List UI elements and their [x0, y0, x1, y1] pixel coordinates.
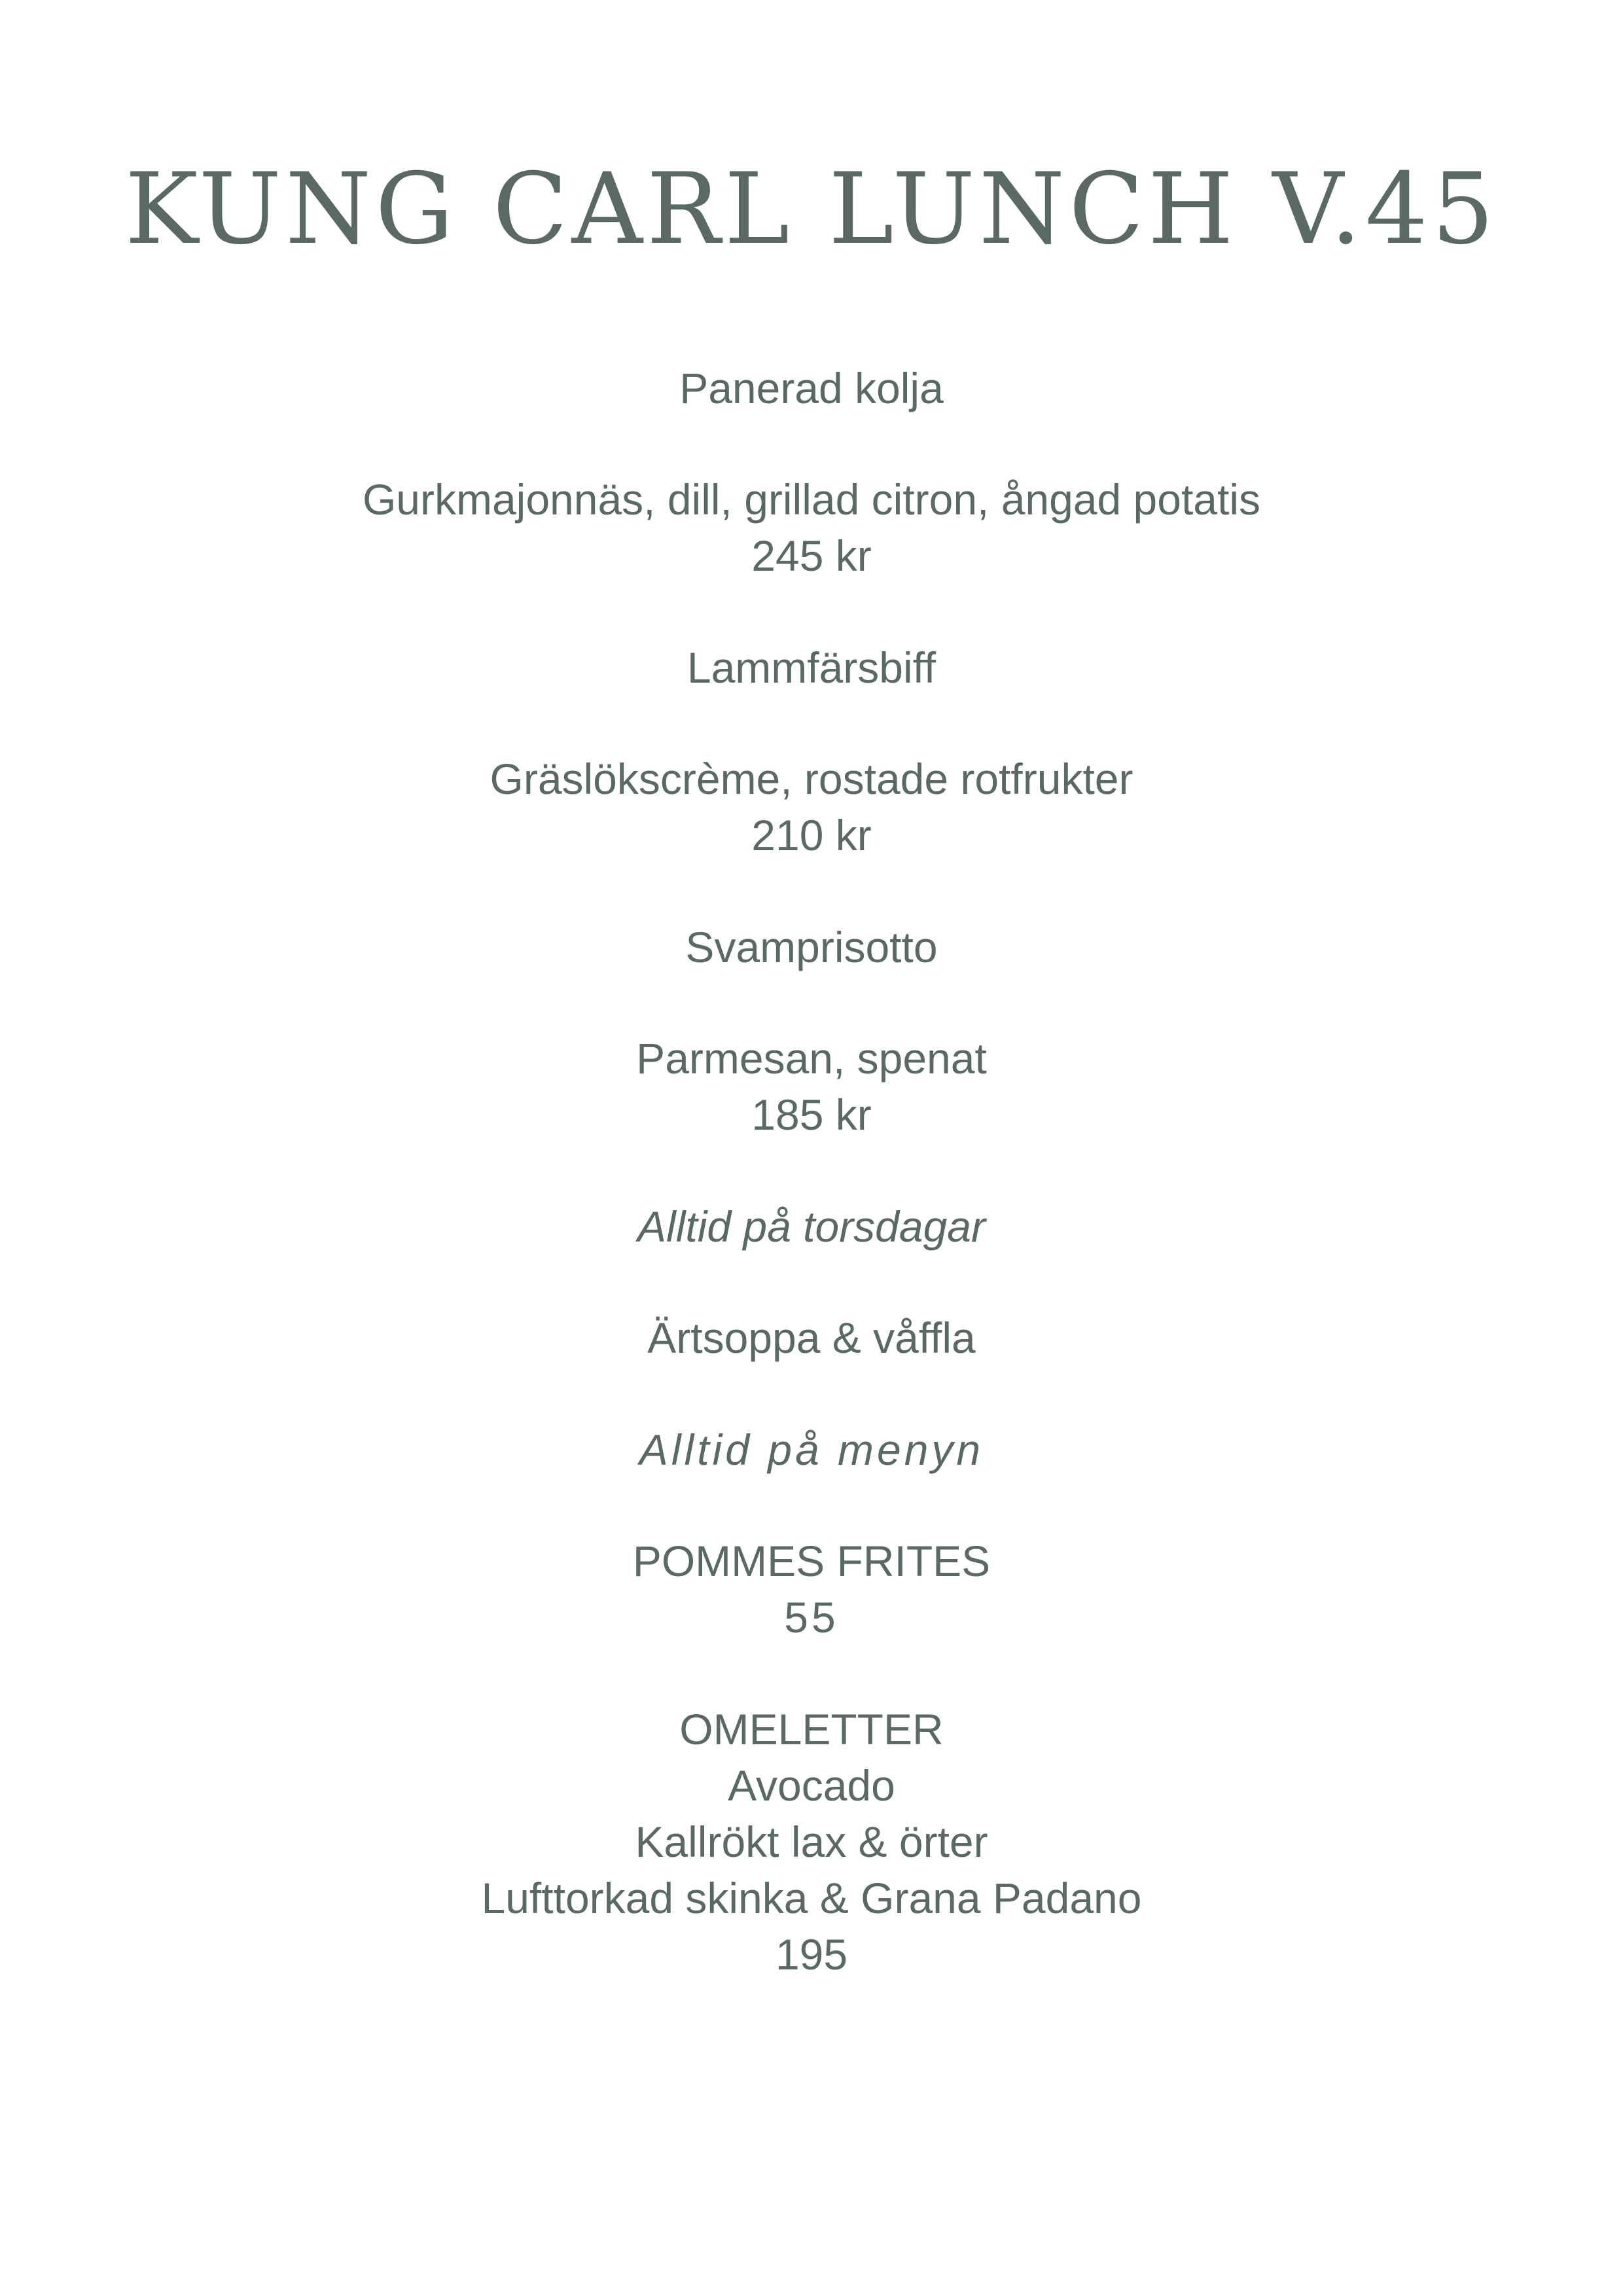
- menu-title: KUNG CARL LUNCH V.45: [124, 152, 1499, 266]
- omelette-option: Avocado: [728, 1761, 895, 1810]
- dish-description: Gräslökscrème, rostade rotfrukter: [490, 755, 1133, 803]
- dish-price: 210 kr: [751, 811, 872, 859]
- dish-name: Lammfärsbiff: [687, 643, 936, 692]
- thursday-heading: Alltid på torsdagar: [637, 1202, 986, 1251]
- dish-name: Svamprisotto: [685, 923, 938, 971]
- omelettes-name: OMELETTER: [679, 1705, 944, 1753]
- omelettes-price: 195: [775, 1930, 848, 1979]
- always-heading: Alltid på menyn: [639, 1426, 984, 1474]
- dish-description: Parmesan, spenat: [636, 1034, 987, 1083]
- dish-description: Gurkmajonnäs, dill, grillad citron, ångad potatis: [362, 475, 1261, 524]
- fries-name: POMMES FRITES: [632, 1537, 991, 1585]
- omelette-option: Kallrökt lax & örter: [635, 1818, 988, 1866]
- dish-price: 185 kr: [751, 1090, 872, 1139]
- dish-name: Panerad kolja: [679, 364, 944, 412]
- omelette-option: Lufttorkad skinka & Grana Padano: [481, 1874, 1142, 1922]
- thursday-dish: Ärtsoppa & våffla: [647, 1314, 976, 1362]
- dish-price: 245 kr: [751, 531, 872, 580]
- fries-price: 55: [784, 1593, 839, 1641]
